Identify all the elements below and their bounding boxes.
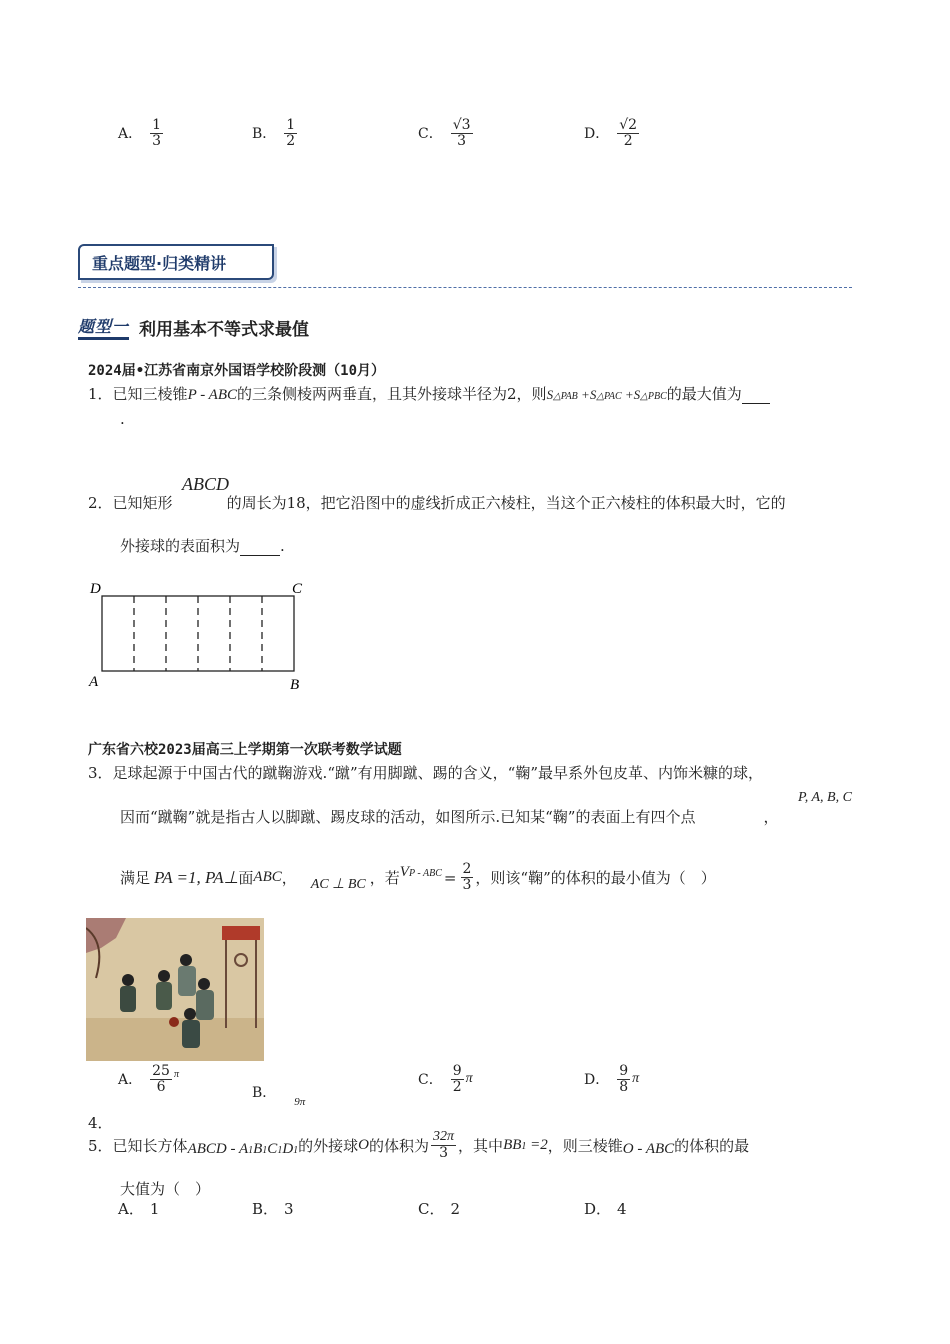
topic-badge: 题型一 xyxy=(78,314,129,340)
option-b: B． $\frac{1}{2}$ xyxy=(252,117,296,149)
cuju-illustration xyxy=(86,918,264,1061)
q3-option-a: A． $\frac{25}{6}$ π xyxy=(118,1063,179,1095)
q2-text-2: 外接球的表面积为 . xyxy=(120,537,285,555)
q3-option-c: C． $\frac{9}{2}$ π xyxy=(418,1063,473,1095)
q3-source: 广东省六校2023届高三上学期第一次联考数学试题 xyxy=(88,742,402,758)
q5-option-a: A． 1 xyxy=(118,1199,160,1218)
q3-text-2: 因而“蹴鞠”就是指古人以脚蹴、踢皮球的活动，如图所示.已知某“鞠”的表面上有四个点 ， xyxy=(120,808,779,826)
q3-text-3: 满足 PA =1, PA⊥ 面 ABC ， AC ⊥ BC ，若 VP - ABC = $\frac{2}{3}$ ，则该“鞠”的体积的最小值为（ ） xyxy=(120,861,716,893)
label-a: A xyxy=(89,674,99,690)
q2-text: 2．已知矩形 的周长为18，把它沿图中的虚线折成正六棱柱，当这个正六棱柱的体积最大时，它的 xyxy=(88,494,786,512)
q1-blank xyxy=(742,385,770,404)
option-c: C． $\frac{√3}{3}$ xyxy=(418,117,471,149)
q1-text: 1．已知三棱锥P - ABC的三条侧棱两两垂直，且其外接球半径为2，则S△PAB +S△PAC +S△PBC的最大值为 xyxy=(88,383,770,404)
q3-option-b: B． 9π xyxy=(252,1085,306,1108)
rectangle-fold-figure xyxy=(86,576,316,696)
topic-heading xyxy=(78,314,309,340)
q5-text-1: 5． 已知长方体 ABCD - A1B1C1D1 的外接球 O 的体积为 $\frac{32\pi}{3}$ ，其中 BB1 =2 ，则三棱锥 O - ABC 的体积的最 xyxy=(88,1129,750,1161)
q2-blank xyxy=(240,537,280,556)
q3-points: P, A, B, C xyxy=(798,790,852,805)
q3-text-1: 3．足球起源于中国古代的蹴鞠游戏.“蹴”有用脚蹴、踢的含义，“鞠”最早系外包皮革、内饰米糠的球， xyxy=(88,764,763,782)
q2-abcd: ABCD xyxy=(182,474,229,494)
label-c: C xyxy=(292,581,303,597)
section-title-text: 重点题型·归类精讲 xyxy=(92,253,227,273)
option-a: A． $\frac{1}{3}$ xyxy=(118,117,162,149)
q4-number: 4． xyxy=(88,1114,113,1132)
label-b: B xyxy=(290,677,300,693)
q5-option-b: B． 3 xyxy=(252,1199,294,1218)
q1-end: . xyxy=(120,410,125,428)
label-d: D xyxy=(90,581,101,597)
q1-source: 2024届•江苏省南京外国语学校阶段测（10月） xyxy=(88,363,385,379)
topic-title: 利用基本不等式求最值 xyxy=(139,319,310,340)
option-d: D． $\frac{√2}{2}$ xyxy=(584,117,638,149)
q5-option-d: D． 4 xyxy=(584,1199,627,1218)
q5-text-2: 大值为（ ） xyxy=(120,1180,211,1198)
divider xyxy=(78,287,852,288)
section-title xyxy=(78,244,274,280)
q3-option-d: D． $\frac{9}{8}$ π xyxy=(584,1063,640,1095)
fold-lines xyxy=(134,596,262,671)
q5-option-c: C． 2 xyxy=(418,1199,461,1218)
